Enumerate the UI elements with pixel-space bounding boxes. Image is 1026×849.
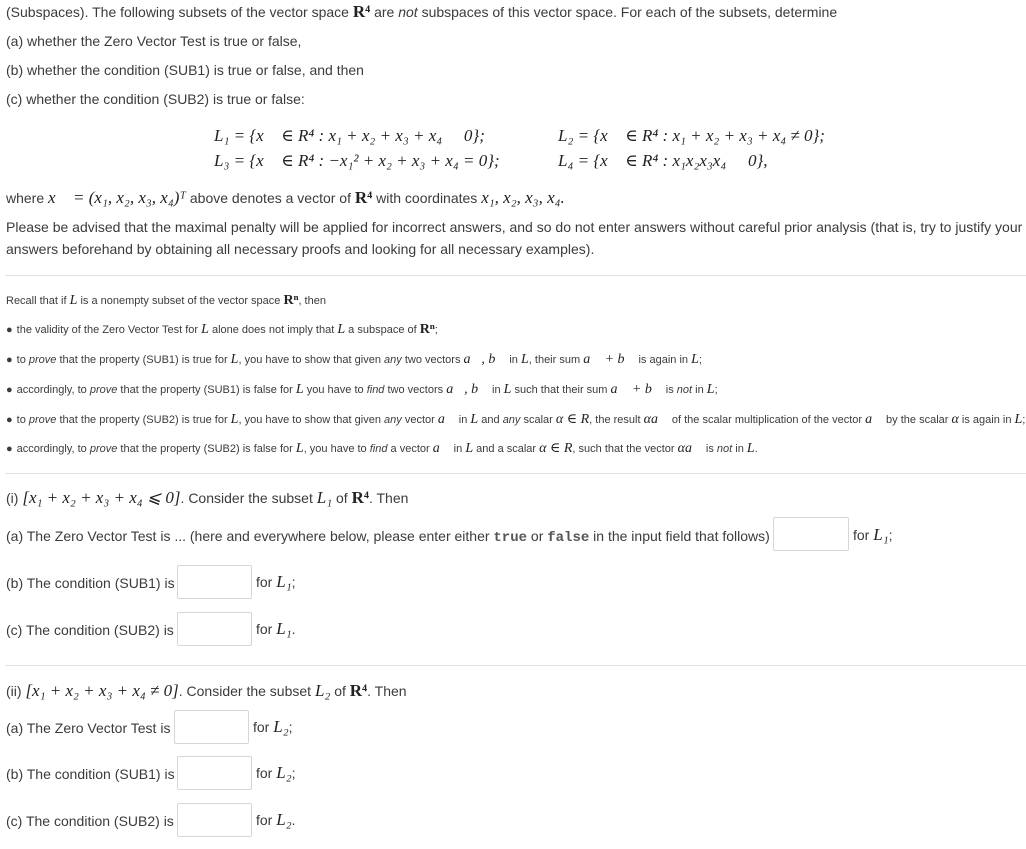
where-text: with coordinates	[372, 190, 482, 206]
recall-text: is again in	[958, 414, 1015, 426]
scalar-alpha: α ∈ R	[539, 441, 573, 456]
recall-text: , their sum	[528, 354, 584, 366]
part1-question-b: (b) The condition (SUB1) is	[6, 575, 175, 591]
vector-a: a⃗	[437, 412, 456, 427]
for-text: for	[256, 812, 277, 828]
part2-question-c: (c) The condition (SUB2) is	[6, 813, 174, 829]
for-text: ;	[291, 574, 296, 590]
part1-heading	[6, 489, 408, 507]
part1-answer-c-input[interactable]	[177, 612, 252, 646]
find-emphasis: find	[369, 443, 388, 455]
set-L1: L₁	[873, 525, 889, 544]
part2-question-b: (b) The condition (SUB1) is	[6, 766, 175, 782]
recall-text: such that their sum	[511, 384, 611, 396]
recall-text: is	[702, 443, 717, 455]
set-L1: L₁	[276, 572, 292, 591]
set-L: L	[520, 352, 529, 367]
recall-text: two vectors	[401, 354, 464, 366]
advice-line-2: answers beforehand by obtaining all necessary proofs and looking for all necessary examples).	[6, 241, 595, 257]
recall-text: a subspace of	[345, 324, 420, 336]
scaled-vector: αa⃗	[677, 441, 703, 456]
advice-line-1: Please be advised that the maximal penalty will be applied for incorrect answers, and so do not enter answers without careful prior analysis (that is, try to justify your	[6, 219, 1023, 235]
bullet-icon: ●	[6, 414, 13, 426]
part1-for-c	[256, 620, 296, 638]
for-text: .	[291, 621, 296, 637]
part1-text: . Consider the subset	[180, 490, 317, 506]
recall-text: in	[506, 354, 521, 366]
set-L: L	[295, 441, 304, 456]
recall-text: ;	[434, 324, 438, 336]
prove-emphasis: prove	[28, 354, 57, 366]
prove-emphasis: prove	[89, 384, 118, 396]
where-line	[6, 189, 565, 207]
set-L: L	[746, 441, 755, 456]
set-L2: L₂	[276, 810, 292, 829]
not-emphasis: not	[398, 4, 418, 20]
recall-text: that the property (SUB2) is false for	[117, 443, 296, 455]
set-L: L	[230, 412, 239, 427]
alpha: α	[951, 412, 959, 427]
recall-text: scalar	[520, 414, 556, 426]
recall-text: in	[692, 384, 707, 396]
part1-for-b	[256, 573, 296, 591]
part2-text: . Consider the subset	[178, 683, 315, 699]
recall-text: and	[478, 414, 503, 426]
vector-a: a⃗	[865, 412, 883, 427]
recall-bullet-5	[6, 441, 758, 457]
any-emphasis: any	[384, 354, 402, 366]
divider	[5, 275, 1026, 276]
set-L: L	[465, 441, 474, 456]
part2-for-b	[256, 764, 296, 782]
space-r4: R⁴	[349, 681, 368, 700]
where-text: where	[6, 190, 49, 206]
space-r4: R⁴	[352, 2, 371, 21]
recall-text: in	[732, 443, 747, 455]
set-L2: L₂	[276, 763, 292, 782]
part2-for-a	[253, 718, 293, 736]
recall-text: accordingly, to	[16, 384, 90, 396]
recall-text: ;	[698, 354, 702, 366]
space-rn: Rⁿ	[283, 293, 299, 308]
part1-question-c: (c) The condition (SUB2) is	[6, 622, 174, 638]
recall-text: to	[16, 414, 29, 426]
vectors-ab: a⃗, b⃗	[446, 382, 489, 397]
intro-text: are	[370, 4, 399, 20]
recall-text: you have to	[303, 384, 367, 396]
bullet-icon: ●	[6, 324, 13, 336]
vector-x: x⃗ = (x₁, x₂, x₃, x₄)ᵀ	[48, 188, 186, 207]
part1-text: (i)	[6, 490, 23, 506]
where-text: above denotes a vector of	[185, 190, 355, 206]
recall-header	[6, 293, 326, 309]
set-L: L	[706, 382, 715, 397]
intro-item-c: (c) whether the condition (SUB2) is true or false:	[6, 91, 305, 107]
find-emphasis: find	[366, 384, 385, 396]
divider	[5, 665, 1026, 666]
part2-answer-c-input[interactable]	[177, 803, 252, 837]
recall-text: , you have to	[303, 443, 370, 455]
set-L1: L₁	[316, 488, 333, 507]
recall-text: the validity of the Zero Vector Test for	[16, 324, 202, 336]
for-text: ;	[888, 527, 893, 543]
part2-answer-b-input[interactable]	[177, 756, 252, 790]
part2-condition: [x₁ + x₂ + x₃ + x₄ ≠ 0]	[25, 681, 179, 700]
question-text: in the input field that follows)	[589, 528, 770, 544]
recall-text: , the result	[589, 414, 644, 426]
recall-text: , then	[298, 295, 326, 307]
for-text: for	[253, 719, 274, 735]
space-r4: R⁴	[354, 188, 373, 207]
part2-text: (ii)	[6, 683, 26, 699]
recall-text: and a scalar	[473, 443, 540, 455]
for-text: ;	[291, 765, 296, 781]
recall-text: two vectors	[384, 384, 447, 396]
for-text: for	[256, 621, 277, 637]
part2-question-a: (a) The Zero Vector Test is	[6, 720, 171, 736]
recall-text: , you have to show that given	[238, 354, 385, 366]
recall-text: ;	[1022, 414, 1026, 426]
bullet-icon: ●	[6, 354, 13, 366]
part1-answer-b-input[interactable]	[177, 565, 252, 599]
set-L: L	[69, 293, 78, 308]
vector-sum: a⃗ + b⃗	[583, 352, 636, 367]
scalar-alpha: α ∈ R	[555, 412, 590, 427]
bullet-icon: ●	[6, 443, 13, 455]
recall-text: of the scalar multiplication of the vector	[668, 414, 866, 426]
set-L: L	[503, 382, 512, 397]
not-emphasis: not	[716, 443, 733, 455]
for-text: ;	[288, 719, 293, 735]
recall-bullet-3	[6, 382, 718, 398]
part1-answer-a-input[interactable]	[773, 517, 849, 551]
any-emphasis: any	[502, 414, 521, 426]
for-text: for	[853, 527, 874, 543]
recall-text: that the property (SUB2) is true for	[56, 414, 231, 426]
equation-L1: L₁ = {x⃗ ∈ R⁴ : x₁ + x₂ + x₃ + x₄ ⩽ 0};	[214, 126, 485, 145]
not-emphasis: not	[676, 384, 693, 396]
question-text: (a) The Zero Vector Test is ... (here and everywhere below, please enter either	[6, 528, 494, 544]
any-emphasis: any	[384, 414, 402, 426]
part1-for-a	[853, 526, 893, 544]
recall-text: in	[455, 414, 471, 426]
divider	[5, 473, 1026, 474]
recall-text: accordingly, to	[16, 443, 90, 455]
set-L: L	[295, 382, 304, 397]
question-text: or	[527, 528, 548, 544]
set-L: L	[1014, 412, 1023, 427]
for-text: for	[256, 765, 277, 781]
prove-emphasis: prove	[28, 414, 57, 426]
false-keyword: false	[547, 530, 590, 546]
recall-text: in	[450, 443, 466, 455]
recall-text: is	[662, 384, 677, 396]
recall-text: is a nonempty subset of the vector space	[77, 295, 284, 307]
set-L: L	[470, 412, 479, 427]
equation-L2: L₂ = {x⃗ ∈ R⁴ : x₁ + x₂ + x₃ + x₄ ≠ 0};	[558, 126, 825, 145]
set-L: L	[230, 352, 239, 367]
recall-text: in	[488, 384, 504, 396]
recall-text: to	[16, 354, 29, 366]
recall-text: that the property (SUB1) is true for	[56, 354, 231, 366]
set-L2: L₂	[273, 717, 289, 736]
for-text: for	[256, 574, 277, 590]
set-L: L	[201, 322, 209, 337]
true-keyword: true	[493, 530, 528, 546]
bullet-icon: ●	[6, 384, 13, 396]
vectors-ab: a⃗, b⃗	[463, 352, 507, 367]
intro-text: subspaces of this vector space. For each of the subsets, determine	[417, 4, 838, 20]
space-rn: Rⁿ	[419, 322, 435, 337]
recall-text: vector	[401, 414, 438, 426]
intro-text: (Subspaces). The following subsets of the vector space	[6, 4, 353, 20]
intro-item-a: (a) whether the Zero Vector Test is true or false,	[6, 33, 302, 49]
equation-L3: L₃ = {x⃗ ∈ R⁴ : −x₁² + x₂ + x₃ + x₄ = 0};	[214, 151, 500, 170]
intro-item-b: (b) whether the condition (SUB1) is true or false, and then	[6, 62, 364, 78]
intro-line-1	[6, 3, 837, 21]
part1-condition: [x₁ + x₂ + x₃ + x₄ ⩽ 0]	[22, 488, 181, 507]
part1-question-a	[6, 527, 770, 547]
part1-text: of	[332, 490, 352, 506]
recall-text: ;	[714, 384, 718, 396]
recall-text: that the property (SUB1) is false for	[117, 384, 296, 396]
part1-text: . Then	[368, 490, 409, 506]
prove-emphasis: prove	[89, 443, 118, 455]
equation-L4: L₄ = {x⃗ ∈ R⁴ : x₁x₂x₃x₄ ⩾ 0},	[558, 151, 768, 170]
recall-text: , you have to show that given	[238, 414, 385, 426]
recall-bullet-4	[6, 412, 1025, 428]
set-L: L	[691, 352, 699, 367]
set-L1: L₁	[276, 619, 292, 638]
space-r4: R⁴	[351, 488, 369, 507]
part2-text: of	[330, 683, 350, 699]
recall-text: alone does not imply that	[208, 324, 338, 336]
part2-answer-a-input[interactable]	[174, 710, 249, 744]
for-text: .	[291, 812, 296, 828]
recall-bullet-1	[6, 322, 438, 338]
recall-text: Recall that if	[6, 295, 70, 307]
recall-text: is again in	[635, 354, 692, 366]
set-L2: L₂	[314, 681, 331, 700]
recall-text: a vector	[387, 443, 433, 455]
scaled-vector: αa⃗	[643, 412, 669, 427]
part2-for-c	[256, 811, 296, 829]
recall-text: by the scalar	[883, 414, 952, 426]
vector-a: a⃗	[432, 441, 451, 456]
part2-heading	[6, 682, 407, 700]
vector-sum: a⃗ + b⃗	[610, 382, 663, 397]
recall-text: .	[754, 443, 758, 455]
recall-bullet-2	[6, 352, 702, 368]
coordinates: x₁, x₂, x₃, x₄.	[481, 188, 565, 207]
part2-text: . Then	[367, 683, 407, 699]
set-L: L	[337, 322, 346, 337]
recall-text: , such that the vector	[572, 443, 678, 455]
